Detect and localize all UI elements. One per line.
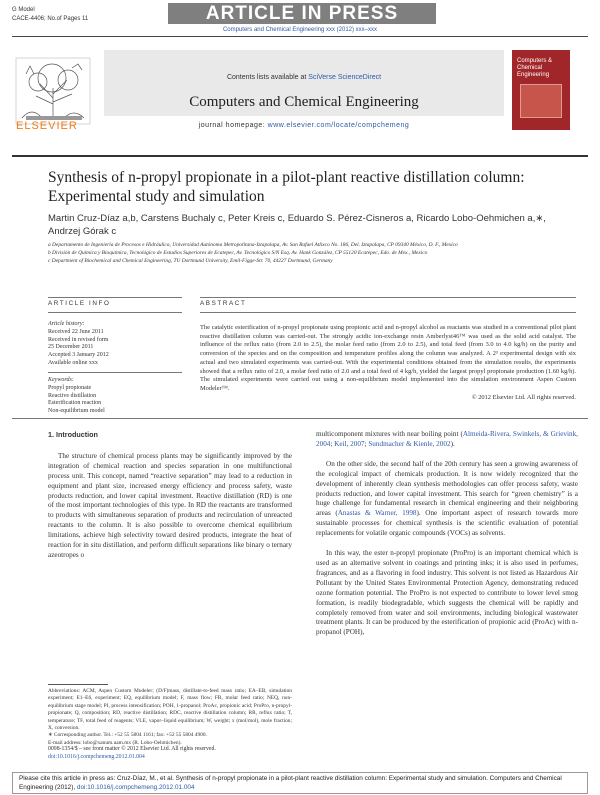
gmodel-id: G Model CACE-4406; No.of Pages 11 bbox=[12, 7, 89, 22]
author-list: Martin Cruz-Díaz a,b, Carstens Buchaly c, Peter Kreis c, Eduardo S. Pérez-Cisneros a, Ricardo Lobo-Oehmichen a,∗, Andrzej Górak c bbox=[48, 213, 546, 237]
keyword-item: Reactive distillation bbox=[48, 392, 97, 399]
copyright-line: © 2012 Elsevier Ltd. All rights reserved. bbox=[471, 393, 576, 401]
article-in-press-banner: ARTICLE IN PRESS bbox=[168, 3, 436, 24]
cover-artwork bbox=[520, 84, 562, 118]
issn-line: 0098-1354/$ – see front matter © 2012 Elsevier Ltd. All rights reserved. bbox=[48, 746, 216, 752]
doi-link[interactable]: doi:10.1016/j.compchemeng.2012.01.004 bbox=[48, 753, 145, 760]
corresponding-author-footnote: ∗ Corresponding author. Tel.: +52 55 5804 1161; fax: +52 55 5804 4900. bbox=[48, 732, 207, 739]
affiliation-a: a Departamento de Ingeniería de Procesos e Hidráulica, Universidad Autónoma Metropolitana-Iztapalapa, Av. San Rafael Atlixco No. 186, Del. Iztapalapa, CP 09340 México, D. F., Mexico bbox=[48, 242, 458, 248]
citation-link[interactable]: Keil, 2007 bbox=[334, 439, 365, 448]
abstract-text: The catalytic esterification of n-propyl propionate using propionic acid and n-propyl alcohol as reactants was studied in a conventional pilot plant reactive distillation column was carried-out. The strongly acidic ion-exchange resin Amberlyst46™ was used as the solid acid catalyst. The influence of the reflux ratio (from 2.0 to 2.5), the molar feed ratio (from 2.0 to 2.5), and total feed (from 3.0 to 4.0 kg/h) on the purity and conversion of the species and on the composition and temperature profiles along the column was analyzed. A 2³ experimental design with six actual and two simulated experiments was carried-out. With the experimental conditions obtained from the simulation results, the experiments showed that a reflux ratio of 2.0, a molar feed ratio of 2.0 and a total feed of 4 kg/h, yielded the largest propyl propionate production (1.60 kg/h). The simulated experiments were carried out using a non-equilibrium model implemented into the simulation environment Aspen Custom Modeler™. © 2012 Elsevier Ltd. All rights reserved. bbox=[200, 324, 576, 401]
sciverse-link[interactable]: SciVerse ScienceDirect bbox=[308, 74, 382, 81]
citation-link[interactable]: Almeida-Rivera, Swinkels, & Grievink, 2004 bbox=[316, 430, 578, 448]
article-info-rule-lower bbox=[48, 312, 182, 313]
citation-link[interactable]: Sundmacher & Kienle, 2002 bbox=[368, 439, 451, 448]
contents-line: Contents lists available at SciVerse ScienceDirect bbox=[226, 74, 382, 81]
journal-cover-thumbnail bbox=[512, 50, 570, 130]
introduction-heading: 1. Introduction bbox=[48, 430, 98, 439]
article-title: Synthesis of n-propyl propionate in a pilot-plant reactive distillation column: Experimental study and simulation bbox=[48, 169, 525, 205]
keyword-item: Non-equilibrium model bbox=[48, 408, 105, 415]
citation-link[interactable]: Anastas & Warner, 1998 bbox=[337, 509, 417, 518]
journal-reference-link[interactable]: Computers and Chemical Engineering xxx (2012) xxx–xxx bbox=[222, 27, 378, 33]
citation-doi-link[interactable]: doi:10.1016/j.compchemeng.2012.01.004 bbox=[76, 783, 195, 791]
journal-title-box bbox=[104, 50, 504, 116]
publisher-name: ELSEVIER bbox=[16, 120, 78, 132]
header-divider bbox=[12, 155, 588, 157]
footnotes bbox=[48, 688, 292, 747]
right-paragraph-2: In this way, the ester n-propyl propionate (ProPro) is an important chemical which is used as an alternative solvent in coatings and printing inks; it is also used in perfumes, fragrances, and as a flavoring in food industry. This solvent is not listed as Hazardous Air Pollutant by the United States Environmental Protection Agency, demonstrating reduced ozone formation potential. The ProPro is not expected to contribute to lower level smog formation, is readily biodegradable, which suggests the chemical will be rapidly and completely removed from water and soil environments, including biological wastewater treatment plants. It can be produced by the esterification of propionic acid (ProAc) with n-propanol (POH), bbox=[316, 549, 578, 637]
keyword-item: Propyl propionate bbox=[48, 384, 92, 391]
top-divider bbox=[12, 36, 588, 37]
abstract-rule bbox=[200, 297, 576, 298]
abbreviations-footnote: Abbreviations: ACM, Aspen Custom Modeler; (D/F)mass, distillate-to-feed mass ratio; EA–EB, simulation experiment; E1–E6, experiment; EQ, equilibrium model; F, mass flow; FR, molar feed ratio; NEQ, non-equilibrium stage model; PI, process intensification; POH, 1-propanol; ProAc, propionic acid; ProPro, n-propyl-propionate; Q, composition; RD, reactive distillation; RDC, reactive distillation column; RR, reflux ratio; T, temperature; TF, total feed of reagents; VLE, vapor–liquid equilibrium; W, weight; x (mol/mol), mole fraction; X, conversion. bbox=[48, 688, 292, 732]
citation-box: Please cite this article in press as: Cruz-Díaz, M., et al. Synthesis of n-propyl propionate in a pilot-plant reactive distillation column: Experimental study and simulation. Computers and Chemical Engineering (2012), doi:10.1016/j.compchemeng.2012.01.004 bbox=[12, 772, 588, 794]
keywords: Keywords: Propyl propionate Reactive distillation Esterification reaction Non-equilibrium model bbox=[48, 377, 182, 416]
publication-meta bbox=[48, 746, 348, 761]
article-history: Article history: Received 22 June 2011 Received in revised form 25 December 2011 Accepted 3 January 2012 Available online xxx bbox=[48, 321, 109, 366]
running-header bbox=[0, 0, 600, 38]
right-paragraph-0: multicomponent mixtures with near boiling point (Almeida-Rivera, Swinkels, & Grievink, 2004; Keil, 2007; Sundmacher & Kienle, 2002). bbox=[316, 430, 578, 448]
affiliation-b: b División de Química y Bioquímica, Tecnológico de Estudios Superiores de Ecatepec, Av. Tecnológico S/N Esq. Av. Hank González, CP 55120 Ecatepec, Edo. de Mex., Mexico bbox=[48, 250, 428, 256]
journal-title: Computers and Chemical Engineering bbox=[189, 94, 419, 110]
left-column bbox=[48, 430, 292, 561]
keyword-item: Esterification reaction bbox=[48, 400, 102, 407]
right-column bbox=[316, 430, 578, 638]
abstract-label: ABSTRACT bbox=[200, 300, 247, 307]
email-footnote[interactable]: E-mail address: lobo@xanum.uam.mx (R. Lobo-Oehmichen). bbox=[48, 739, 182, 746]
article-info-rule bbox=[48, 297, 182, 298]
footnote-rule bbox=[48, 684, 108, 685]
journal-header bbox=[12, 42, 588, 142]
intro-paragraph-1: The structure of chemical process plants may be significantly improved by the integration of chemical reaction and species separation in one multifunctional process unit. This concept, named “reactive separation” may lead to a reduction in equipment and plant size, increased energy efficiency and process safety, waste products reduction, and lower capital investment. Reactive distillation (RD) is one of the most important technologies of this type. In RD the reactants are transformed to products with simultaneous separation of products and recirculation of unreacted reactants to the column. It is also possible to overcome chemical equilibrium limitations, achieve high selectivity toward desired products, integrate the heat of reaction for in situ distillation, and perform difficult separations like binary o ternary azeotropes o bbox=[48, 451, 292, 559]
right-paragraph-1: On the other side, the second half of the 20th century has seen a growing awareness of the ecological impact of chemicals production. It is now widely recognized that the development of inherently clean synthesis methodologies can offer process safety, waste products reduction, and lower capital investment. This search for “green chemistry” is a huge challenge for fundamental research in chemical engineering and their neighboring areas (Anastas & Warner, 1998). One important aspect of research towards more sustainable processes for chemical synthesis is the scientific evaluation of potential replacements for volatile organic compounds (VOCs) as solvents. bbox=[316, 459, 579, 538]
journal-homepage-line: journal homepage: www.elsevier.com/locate/compchemeng bbox=[198, 122, 410, 129]
article-info-label: ARTICLE INFO bbox=[48, 300, 111, 307]
affiliations bbox=[48, 241, 568, 265]
cover-title: Computers & Chemical Engineering bbox=[517, 58, 553, 78]
abstract-bottom-rule bbox=[12, 418, 588, 419]
keywords-rule bbox=[48, 372, 182, 373]
journal-homepage-link[interactable]: www.elsevier.com/locate/compchemeng bbox=[267, 122, 410, 129]
abstract-rule-lower bbox=[200, 312, 576, 313]
affiliation-c: c Department of Biochemical and Chemical Engineering, TU Dortmund University, Emil-Figge-Str. 70, 44227 Dortmund, Germany bbox=[48, 258, 333, 264]
